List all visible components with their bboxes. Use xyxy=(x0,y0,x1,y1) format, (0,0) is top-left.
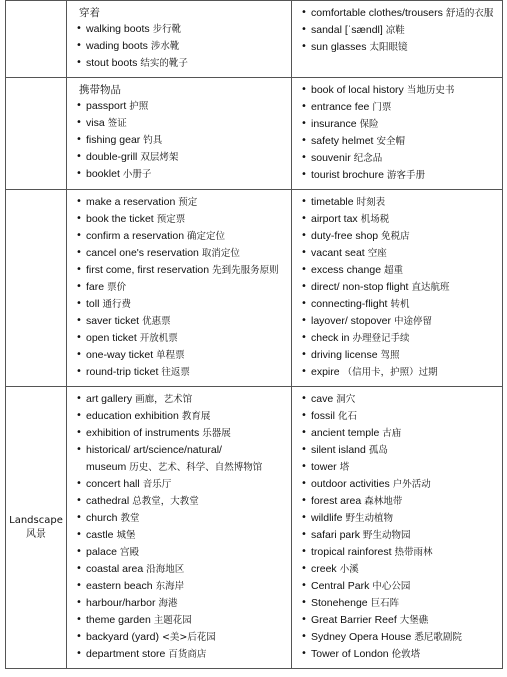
english-term: book the ticket xyxy=(86,213,154,225)
chinese-translation: 孤岛 xyxy=(368,445,388,456)
chinese-translation: 古庙 xyxy=(382,428,402,439)
list-item xyxy=(73,194,287,211)
english-term: wading boots xyxy=(86,40,148,52)
chinese-translation: 双层烤架 xyxy=(140,152,179,163)
chinese-translation: 保险 xyxy=(359,119,379,130)
chinese-translation: （信用卡，护照）过期 xyxy=(342,367,438,378)
english-term: church xyxy=(86,512,118,524)
list-item xyxy=(298,459,498,476)
english-term: sun glasses xyxy=(311,41,367,53)
english-term: silent island xyxy=(311,444,366,456)
chinese-translation: 小溪 xyxy=(339,564,359,575)
list-item xyxy=(73,330,287,347)
right-column-cell xyxy=(292,190,503,387)
list-item xyxy=(73,459,287,476)
category-cell xyxy=(6,78,67,190)
left-column-cell xyxy=(67,190,292,387)
english-term: layover/ stopover xyxy=(311,315,391,327)
chinese-translation: 机场税 xyxy=(360,214,390,225)
chinese-translation: 结实的靴子 xyxy=(140,58,188,69)
list-item xyxy=(298,296,498,313)
chinese-translation: 票价 xyxy=(107,282,127,293)
list-item xyxy=(298,595,498,612)
chinese-translation: 野生动植物 xyxy=(345,513,394,524)
chinese-translation: 驾照 xyxy=(380,350,400,361)
english-term: museum xyxy=(86,461,127,473)
chinese-translation: 先到先服务原则 xyxy=(212,265,279,276)
chinese-translation: 教育展 xyxy=(181,411,211,422)
list-item xyxy=(73,279,287,296)
list-item xyxy=(298,211,498,228)
english-term: stout boots xyxy=(86,57,138,69)
category-cell xyxy=(6,190,67,387)
chinese-translation: 签证 xyxy=(107,118,127,129)
list-item xyxy=(73,442,287,459)
list-item xyxy=(298,425,498,442)
list-item xyxy=(298,5,498,22)
english-term: one-way ticket xyxy=(86,349,154,361)
left-column-cell xyxy=(67,387,292,669)
list-item xyxy=(298,228,498,245)
chinese-translation: 历史、艺术、科学、自然博物馆 xyxy=(129,462,263,473)
vocabulary-list xyxy=(73,194,287,381)
list-item xyxy=(73,149,287,166)
list-item xyxy=(73,211,287,228)
english-term: duty-free shop xyxy=(311,230,379,242)
chinese-translation: 预定票 xyxy=(156,214,186,225)
english-term: fishing gear xyxy=(86,134,141,146)
english-term: palace xyxy=(86,546,117,558)
english-term: saver ticket xyxy=(86,315,140,327)
list-item xyxy=(73,595,287,612)
vocabulary-list xyxy=(73,98,287,183)
english-term: excess change xyxy=(311,264,382,276)
chinese-translation: 小册子 xyxy=(122,169,152,180)
list-item xyxy=(298,493,498,510)
english-term: connecting-flight xyxy=(311,298,388,310)
english-term: Great Barrier Reef xyxy=(311,614,397,626)
chinese-translation: 洞穴 xyxy=(336,394,356,405)
right-column-cell xyxy=(292,78,503,190)
english-term: round-trip ticket xyxy=(86,366,159,378)
right-column-cell xyxy=(292,1,503,78)
english-term: art gallery xyxy=(86,393,133,405)
english-term: book of local history xyxy=(311,84,404,96)
english-term: check in xyxy=(311,332,350,344)
chinese-translation: 大堡礁 xyxy=(399,615,429,626)
chinese-translation: 塔 xyxy=(339,462,350,473)
chinese-translation: 转机 xyxy=(390,299,410,310)
english-term: comfortable clothes/trousers xyxy=(311,7,443,19)
english-term: backyard (yard) xyxy=(86,631,159,643)
chinese-translation: 宫殿 xyxy=(119,547,139,558)
chinese-translation: 凉鞋 xyxy=(385,25,405,36)
english-term: open ticket xyxy=(86,332,137,344)
section-heading: 穿着 xyxy=(79,7,100,19)
table-row xyxy=(6,190,503,387)
list-item xyxy=(298,612,498,629)
table-body xyxy=(6,1,503,669)
english-term: castle xyxy=(86,529,114,541)
english-term: expire xyxy=(311,366,340,378)
list-item xyxy=(73,228,287,245)
list-item xyxy=(298,578,498,595)
chinese-translation: 城堡 xyxy=(116,530,136,541)
english-term: concert hall xyxy=(86,478,140,490)
list-item xyxy=(73,262,287,279)
english-term: Tower of London xyxy=(311,648,389,660)
list-item xyxy=(298,408,498,425)
chinese-translation: 钓具 xyxy=(143,135,163,146)
list-item xyxy=(73,425,287,442)
list-item xyxy=(298,279,498,296)
english-term: walking boots xyxy=(86,23,150,35)
vocabulary-list xyxy=(298,82,498,184)
chinese-translation: 沿海地区 xyxy=(146,564,185,575)
english-term: tropical rainforest xyxy=(311,546,392,558)
list-item xyxy=(298,22,498,39)
list-item xyxy=(73,510,287,527)
chinese-translation: 取消定位 xyxy=(201,248,240,259)
chinese-translation: 太阳眼镜 xyxy=(369,42,408,53)
list-item xyxy=(298,99,498,116)
category-cell xyxy=(6,387,67,669)
chinese-translation: 乐器展 xyxy=(202,428,231,439)
english-term: booklet xyxy=(86,168,120,180)
chinese-translation: 野生动物园 xyxy=(363,530,411,541)
table-row xyxy=(6,387,503,669)
chinese-translation: 单程票 xyxy=(156,350,185,361)
list-item xyxy=(73,493,287,510)
chinese-translation: 当地历史书 xyxy=(406,85,455,96)
chinese-translation: 护照 xyxy=(129,101,149,112)
chinese-translation: 主题花园 xyxy=(153,615,192,626)
table-row xyxy=(6,1,503,78)
left-column-cell xyxy=(67,1,292,78)
list-item xyxy=(73,476,287,493)
chinese-translation: 伦敦塔 xyxy=(391,649,421,660)
list-item xyxy=(298,391,498,408)
chinese-translation: 免税店 xyxy=(381,231,410,242)
english-term: double-grill xyxy=(86,151,138,163)
english-term: cancel one's reservation xyxy=(86,247,199,259)
list-item xyxy=(298,646,498,663)
english-term: Central Park xyxy=(311,580,370,592)
english-term: wildlife xyxy=(311,512,343,524)
vocabulary-list xyxy=(298,5,498,56)
english-term: cathedral xyxy=(86,495,130,507)
chinese-translation: 涉水靴 xyxy=(150,41,180,52)
english-term: fare xyxy=(86,281,105,293)
english-term: make a reservation xyxy=(86,196,176,208)
list-item xyxy=(73,115,287,132)
english-term: eastern beach xyxy=(86,580,153,592)
list-item xyxy=(298,364,498,381)
chinese-translation: 舒适的衣服 xyxy=(445,8,494,19)
list-item xyxy=(298,510,498,527)
list-item xyxy=(298,442,498,459)
right-column-cell xyxy=(292,387,503,669)
english-term: creek xyxy=(311,563,337,575)
list-item xyxy=(298,245,498,262)
chinese-translation: 音乐厅 xyxy=(142,479,172,490)
list-item xyxy=(73,544,287,561)
english-term: department store xyxy=(86,648,166,660)
chinese-translation: 步行靴 xyxy=(152,24,182,35)
list-item xyxy=(298,194,498,211)
chinese-translation: 户外活动 xyxy=(392,479,431,490)
left-column-cell xyxy=(67,78,292,190)
english-term: cave xyxy=(311,393,334,405)
list-item xyxy=(298,39,498,56)
vocabulary-list xyxy=(298,194,498,381)
chinese-translation: 森林地带 xyxy=(364,496,403,507)
english-term: forest area xyxy=(311,495,362,507)
chinese-translation: 办理登记手续 xyxy=(352,333,410,344)
list-item xyxy=(298,347,498,364)
list-item xyxy=(298,116,498,133)
vocabulary-table xyxy=(5,0,503,669)
english-term: fossil xyxy=(311,410,335,422)
chinese-translation: 游客手册 xyxy=(386,170,425,181)
list-item xyxy=(73,132,287,149)
table-row xyxy=(6,78,503,190)
english-term: historical/ art/science/natural/ xyxy=(86,444,222,456)
list-item xyxy=(73,612,287,629)
list-item xyxy=(73,21,287,38)
category-cell xyxy=(6,1,67,78)
category-label: Landscape 风景 xyxy=(9,514,63,540)
list-item xyxy=(298,313,498,330)
chinese-translation: 确定定位 xyxy=(187,231,226,242)
list-item xyxy=(73,408,287,425)
list-item xyxy=(73,55,287,72)
chinese-translation: 画廊，艺术馆 xyxy=(135,394,193,405)
list-item xyxy=(298,150,498,167)
list-item xyxy=(73,245,287,262)
list-item xyxy=(73,347,287,364)
list-item xyxy=(298,330,498,347)
chinese-translation: 通行费 xyxy=(102,299,131,310)
list-item xyxy=(73,364,287,381)
chinese-translation: 悉尼歌剧院 xyxy=(414,632,462,643)
english-term: coastal area xyxy=(86,563,144,575)
list-item xyxy=(73,527,287,544)
list-item xyxy=(73,561,287,578)
english-term: entrance fee xyxy=(311,101,370,113)
english-term: exhibition of instruments xyxy=(86,427,200,439)
chinese-translation: 巨石阵 xyxy=(370,598,400,609)
list-item xyxy=(298,82,498,99)
english-term: Sydney Opera House xyxy=(311,631,412,643)
list-item xyxy=(73,313,287,330)
chinese-translation: 教堂 xyxy=(120,513,140,524)
english-term: Stonehenge xyxy=(311,597,368,609)
list-item xyxy=(73,391,287,408)
chinese-translation: 门票 xyxy=(372,102,392,113)
chinese-translation: 纪念品 xyxy=(353,153,383,164)
chinese-translation: 东海岸 xyxy=(155,581,185,592)
section-heading: 携带物品 xyxy=(79,84,121,96)
chinese-translation: 开放机票 xyxy=(139,333,178,344)
chinese-translation: <美>后花园 xyxy=(161,632,216,643)
english-term: safari park xyxy=(311,529,361,541)
list-item xyxy=(298,561,498,578)
list-item xyxy=(298,527,498,544)
list-item xyxy=(298,476,498,493)
english-term: driving license xyxy=(311,349,378,361)
list-item xyxy=(73,166,287,183)
list-item xyxy=(73,578,287,595)
chinese-translation: 海港 xyxy=(158,598,178,609)
list-item xyxy=(298,544,498,561)
english-term: harbour/harbor xyxy=(86,597,156,609)
english-term: confirm a reservation xyxy=(86,230,185,242)
list-item xyxy=(73,629,287,646)
chinese-translation: 直达航班 xyxy=(411,282,450,293)
chinese-translation: 时刻表 xyxy=(356,197,386,208)
english-term: ancient temple xyxy=(311,427,380,439)
chinese-translation: 化石 xyxy=(337,411,357,422)
english-term: sandal [ˈsændl] xyxy=(311,24,383,36)
chinese-translation: 百货商店 xyxy=(168,649,207,660)
english-term: safety helmet xyxy=(311,135,374,147)
chinese-translation: 空座 xyxy=(367,248,387,259)
english-term: education exhibition xyxy=(86,410,179,422)
english-term: theme garden xyxy=(86,614,151,626)
english-term: vacant seat xyxy=(311,247,365,259)
chinese-translation: 总教堂，大教堂 xyxy=(132,496,199,507)
list-item xyxy=(73,296,287,313)
chinese-translation: 中途停留 xyxy=(393,316,432,327)
english-term: direct/ non-stop flight xyxy=(311,281,409,293)
list-item xyxy=(73,98,287,115)
list-item xyxy=(298,133,498,150)
english-term: outdoor activities xyxy=(311,478,390,490)
list-item xyxy=(298,167,498,184)
chinese-translation: 热带雨林 xyxy=(394,547,433,558)
english-term: souvenir xyxy=(311,152,351,164)
english-term: toll xyxy=(86,298,100,310)
chinese-translation: 优惠票 xyxy=(142,316,171,327)
english-term: tourist brochure xyxy=(311,169,384,181)
english-term: airport tax xyxy=(311,213,358,225)
chinese-translation: 预定 xyxy=(178,197,198,208)
list-item xyxy=(298,629,498,646)
english-term: visa xyxy=(86,117,105,129)
chinese-translation: 安全帽 xyxy=(376,136,405,147)
list-item xyxy=(298,262,498,279)
english-term: first come, first reservation xyxy=(86,264,210,276)
list-item xyxy=(73,646,287,663)
vocabulary-list xyxy=(73,391,287,663)
vocabulary-list xyxy=(73,21,287,72)
chinese-translation: 往返票 xyxy=(161,367,190,378)
chinese-translation: 中心公园 xyxy=(372,581,411,592)
english-term: insurance xyxy=(311,118,357,130)
english-term: timetable xyxy=(311,196,354,208)
vocabulary-list xyxy=(298,391,498,663)
list-item xyxy=(73,38,287,55)
chinese-translation: 超重 xyxy=(384,265,404,276)
english-term: passport xyxy=(86,100,127,112)
english-term: tower xyxy=(311,461,337,473)
